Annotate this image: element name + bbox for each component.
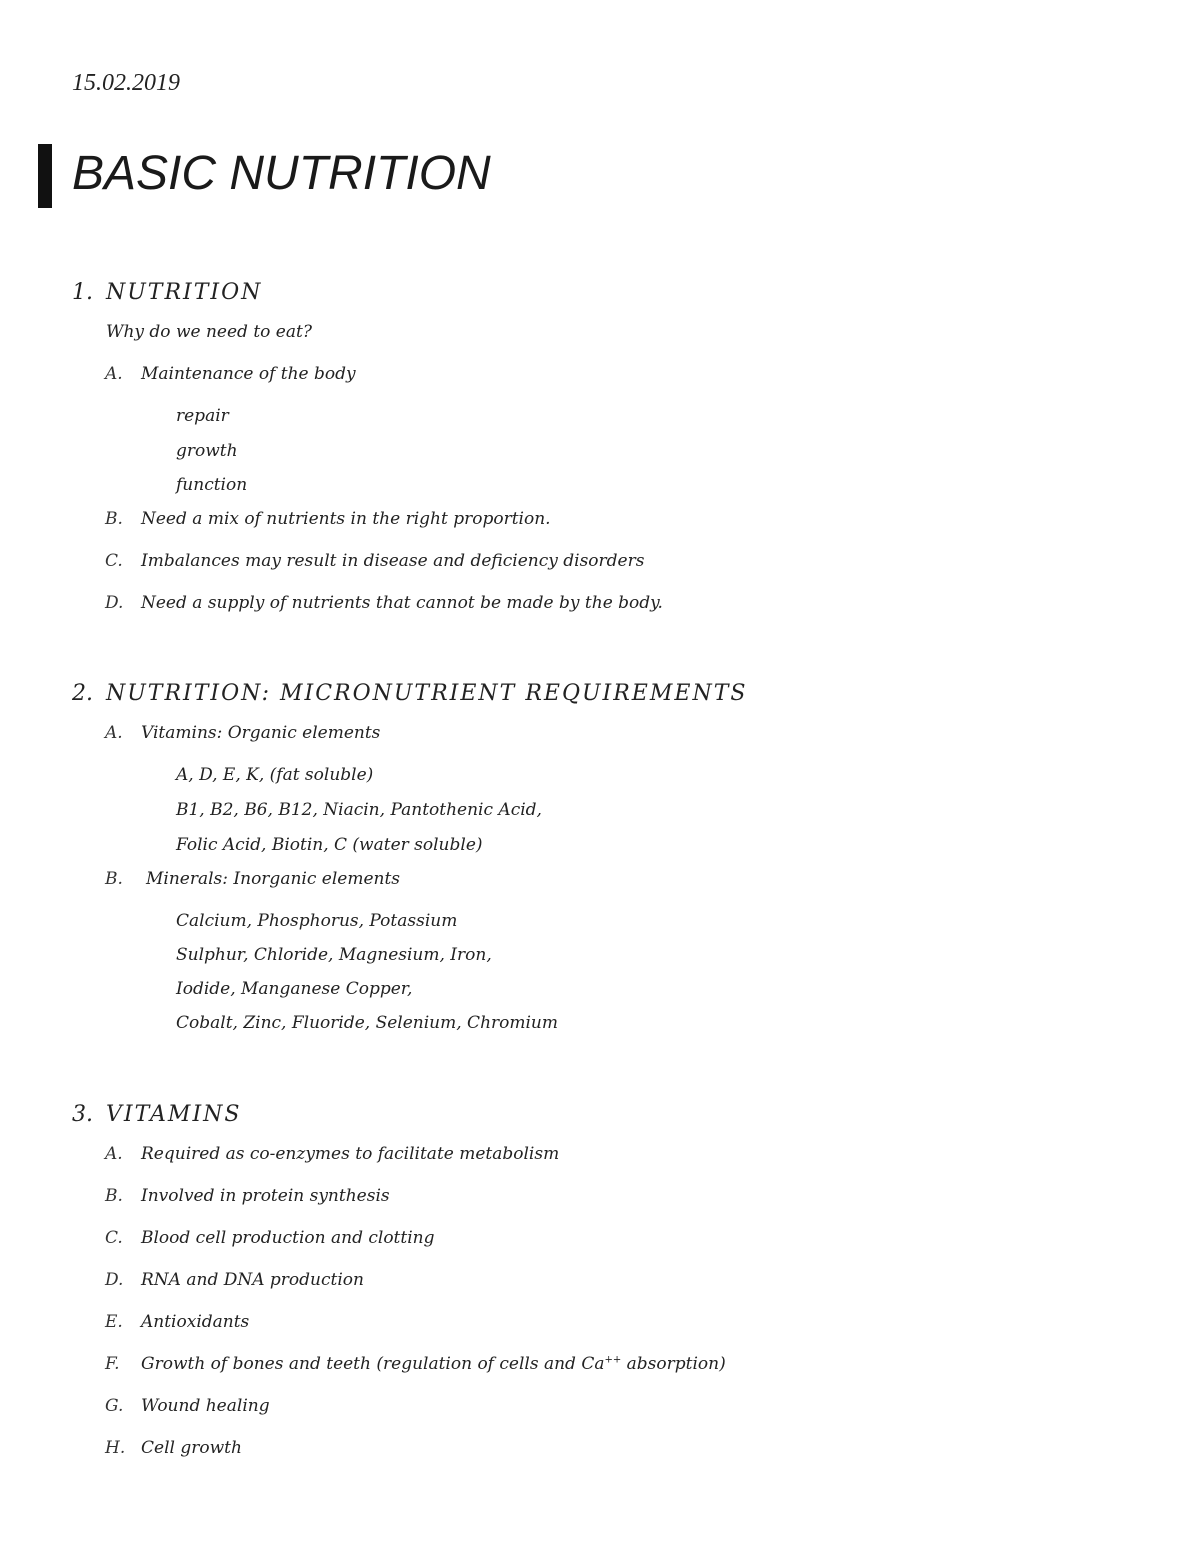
list-text: Involved in protein synthesis [141, 1186, 390, 1206]
list-marker: B. [105, 869, 123, 889]
list-text: Need a mix of nutrients in the right proportion. [141, 509, 551, 529]
section-number: 3. [72, 1102, 93, 1127]
list-text: Wound healing [141, 1396, 270, 1416]
document-date: 15.02.2019 [72, 70, 180, 96]
list-marker: F. [105, 1354, 120, 1374]
list-text: RNA and DNA production [141, 1270, 364, 1290]
list-text: Maintenance of the body [141, 364, 356, 384]
list-text: Minerals: Inorganic elements [146, 869, 401, 889]
section-title: VITAMINS [106, 1102, 242, 1127]
list-text: Sulphur, Chloride, Magnesium, Iron, [176, 945, 492, 965]
list-text: repair [176, 406, 229, 426]
section-number: 2. [72, 681, 93, 706]
list-text: Required as co-enzymes to facilitate metabolism [141, 1144, 560, 1164]
list-text: B1, B2, B6, B12, Niacin, Pantothenic Acid, [176, 800, 542, 820]
list-text: Antioxidants [141, 1312, 250, 1332]
list-marker: B. [105, 509, 123, 529]
document-title: BASIC NUTRITION [72, 147, 491, 200]
section-heading-nutrition [72, 280, 262, 305]
list-marker: H. [105, 1438, 126, 1458]
list-text: Blood cell production and clotting [141, 1228, 435, 1248]
list-text: Calcium, Phosphorus, Potassium [176, 911, 458, 931]
list-text: Imbalances may result in disease and deficiency disorders [141, 551, 645, 571]
list-marker: A. [105, 364, 123, 384]
list-text: growth [176, 441, 238, 461]
list-text: Folic Acid, Biotin, C (water soluble) [176, 835, 483, 855]
list-text: Cobalt, Zinc, Fluoride, Selenium, Chromium [176, 1013, 559, 1033]
list-text-with-superscript [141, 1354, 726, 1374]
section-title: NUTRITION: MICRONUTRIENT REQUIREMENTS [106, 681, 748, 706]
list-text: Cell growth [141, 1438, 242, 1458]
list-marker: C. [105, 1228, 123, 1248]
section-title: NUTRITION [106, 280, 263, 305]
list-text-continued: absorption) [621, 1354, 726, 1374]
list-marker: A. [105, 1144, 123, 1164]
list-marker: G. [105, 1396, 124, 1416]
title-accent-bar [38, 144, 52, 208]
list-marker: B. [105, 1186, 123, 1206]
section-heading-micronutrients [72, 681, 747, 706]
list-text: A, D, E, K, (fat soluble) [176, 765, 374, 785]
list-marker: C. [105, 551, 123, 571]
list-text: Vitamins: Organic elements [141, 723, 381, 743]
list-text: Need a supply of nutrients that cannot be made by the body. [141, 593, 663, 613]
list-text: Growth of bones and teeth (regulation of cells and Ca [141, 1354, 605, 1374]
list-text: Iodide, Manganese Copper, [176, 979, 413, 999]
list-marker: A. [105, 723, 123, 743]
list-marker: D. [105, 593, 124, 613]
list-marker: D. [105, 1270, 124, 1290]
section-intro: Why do we need to eat? [106, 322, 312, 342]
superscript: ++ [604, 1354, 622, 1366]
section-heading-vitamins [72, 1102, 241, 1127]
list-marker: E. [105, 1312, 123, 1332]
section-number: 1. [72, 280, 93, 305]
list-text: function [176, 475, 248, 495]
